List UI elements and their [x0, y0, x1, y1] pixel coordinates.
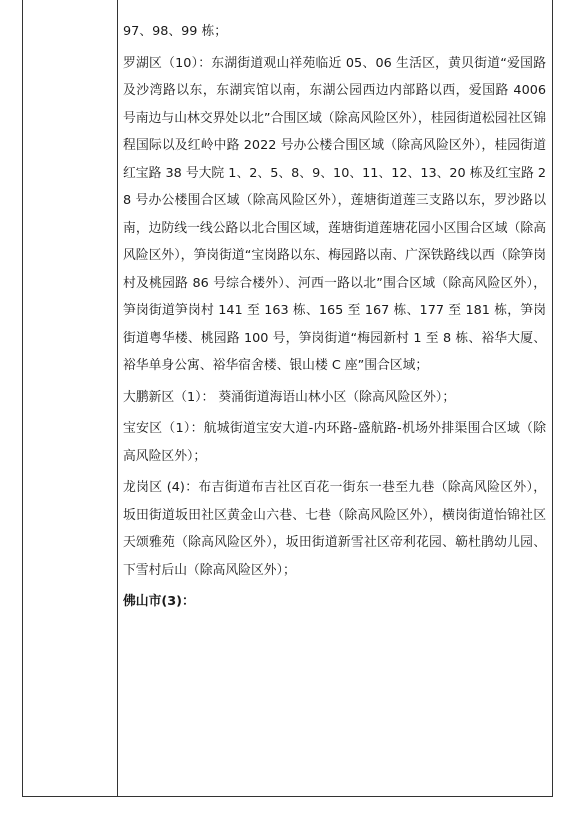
document-table [22, 0, 553, 797]
paragraph-dapeng-district: 大鹏新区（1）： 葵涌街道海语山林小区（除高风险区外）； [123, 389, 456, 405]
paragraph-baoan-district: 宝安区（1）：航城街道宝安大道-内环路-盛航路-机场外排渠围合区域（除高风险区外）； [123, 421, 546, 464]
table-left-cell [23, 0, 118, 796]
paragraph-buildings-continued: 97、98、99 栋； [123, 24, 228, 39]
table-right-cell [119, 0, 552, 796]
heading-foshan: 佛山市(3)： [123, 594, 195, 609]
paragraph-luohu-district: 罗湖区（10）：东湖街道观山祥苑临近 05、06 生活区，黄贝街道“爱国路及沙湾路以东，东湖宾馆以南，东湖公园西边内部路以西，爱国路 4006 号南边与山林交界处以北”合围区域（除高风险区外），桂园街道松园社区锦程国际以及红岭中路 2022 号办公楼合围区域（除高风险区外），桂园街道红宝路 38 号大院 1、2、5、8、9、10、11、12、13、20 栋及红宝路 28 号办公楼围合区域（除高风险区外），莲塘街道莲三支路以东，罗沙路以南，边防线一线公路以北合围区域，莲塘街道莲塘花园小区围合区域（除高风险区外），笋岗街道“宝岗路以东、梅园路以南、广深铁路线以西（除笋岗村及桃园路 86 号综合楼外）、河西一路以北”围合区域（除高风险区外），笋岗街道笋岗村 141 至 163 栋、165 至 167 栋、177 至 181 栋，笋岗街道粤华楼、桃园路 100 号，笋岗街道“梅园新村 1 至 8 栋、裕华大厦、裕华单身公寓、裕华宿舍楼、银山楼 C 座”围合区域； [123, 55, 546, 373]
paragraph-longgang-district: 龙岗区 (4)：布吉街道布吉社区百花一街东一巷至九巷（除高风险区外），坂田街道坂田社区黄金山六巷、七巷（除高风险区外），横岗街道怡锦社区天颂雅苑（除高风险区外），坂田街道新雪社区帝利花园、簕杜鹃幼儿园、下雪村后山（除高风险区外）； [123, 480, 546, 578]
